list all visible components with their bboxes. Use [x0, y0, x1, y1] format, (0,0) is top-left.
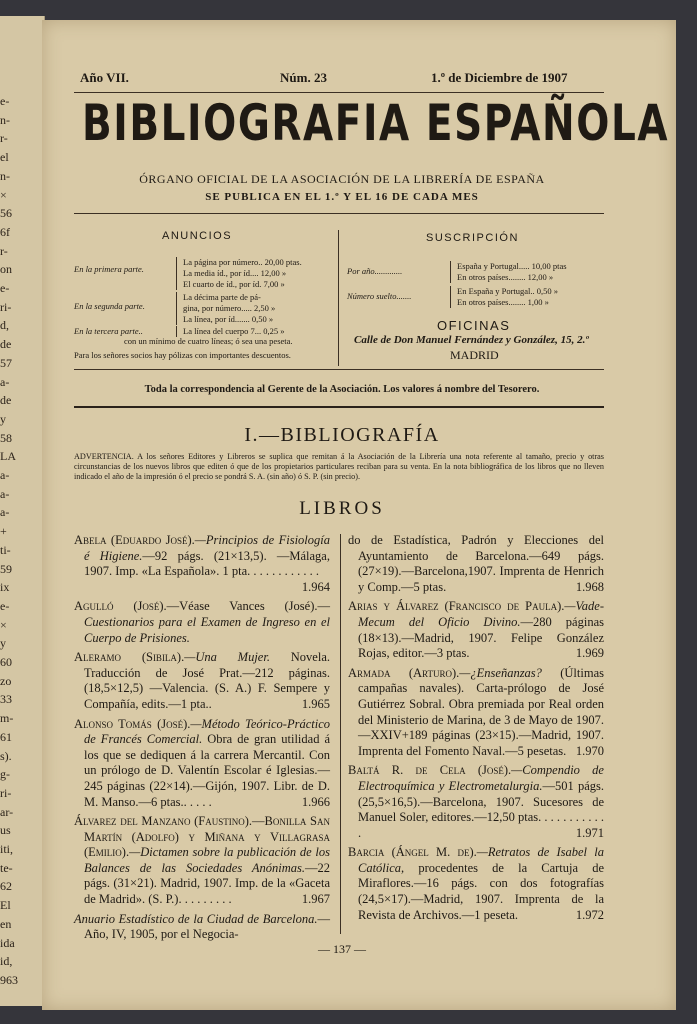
left-page-fragment: 59	[0, 561, 12, 576]
entry-author: Armada (Arturo).	[348, 665, 460, 680]
suscripcion-prices-2	[450, 286, 558, 308]
correspondence-note: Toda la correspondencia al Gerente de la Asociación. Los valores á nombre del Tesorero.	[144, 384, 540, 395]
anuncios-note: Para los señores socios hay pólizas con importantes descuentos.	[74, 350, 291, 360]
left-page-fragment: y	[0, 411, 6, 426]
left-page-fragment: ar-	[0, 804, 14, 819]
rule	[74, 369, 604, 370]
anuncios-line: La media íd., por íd.... 12,00 »	[183, 268, 287, 278]
subtitle-rule	[74, 213, 604, 214]
left-page-fragment: on	[0, 262, 12, 277]
entry-title: —¿Enseñanzas?	[459, 665, 542, 680]
left-page-fragment: m-	[0, 711, 14, 726]
entry-details: do de Estadística, Padrón y Elecciones del Ayuntamiento de Barcelona.—649 págs.(27×19).—Barcelona,1907. Imprenta de Henrich y Comp.—5 ptas.	[348, 533, 604, 594]
entry-number: 1.965	[301, 696, 330, 711]
left-page-fragment: de	[0, 393, 12, 408]
left-page-fragment: en	[0, 916, 12, 931]
left-page-fragment: ida	[0, 935, 15, 950]
entry-number: 1.967	[301, 892, 330, 907]
entry-details: —Véase Vances (José).—	[166, 599, 330, 614]
bibliography-entry	[348, 533, 604, 595]
left-page-fragment: ix	[0, 580, 10, 595]
page	[42, 20, 676, 1010]
bibliography-entry	[348, 763, 604, 841]
entry-author: Arias y Álvarez (Francisco de Paula).	[348, 599, 565, 614]
subtitle: ÓRGANO OFICIAL DE LA ASOCIACIÓN DE LA LIBRERÍA DE ESPAÑA	[139, 172, 545, 186]
left-page-fragment: ti-	[0, 542, 11, 557]
page-number: — 137 —	[318, 942, 366, 956]
anuncios-heading: ANUNCIOS	[162, 230, 233, 242]
left-page-fragment: te-	[0, 860, 13, 875]
anuncios-line: La décima parte de pá-	[183, 292, 261, 302]
double-rule	[74, 406, 604, 408]
bibliography-entry	[348, 666, 604, 760]
anuncios-line: El cuarto de íd., por íd. 7,00 »	[183, 279, 285, 289]
anuncios-label-3: En la tercera parte..	[74, 326, 143, 336]
entry-number: 1.964	[301, 579, 330, 594]
left-page-fragment: y	[0, 636, 6, 651]
anuncios-prices-1	[176, 257, 302, 290]
oficinas-city: MADRID	[450, 348, 499, 362]
left-page-fragment: d,	[0, 318, 9, 333]
entry-details: —Año, IV, 1905, por el Negocia-	[84, 911, 330, 942]
anuncios-line: La página por número.. 20,00 ptas.	[183, 257, 302, 267]
libros-heading: LIBROS	[299, 498, 385, 519]
entry-author: Agulló (José).	[74, 599, 167, 614]
bibliography-entry	[74, 814, 330, 908]
entry-author: Abela (Eduardo José).	[74, 533, 195, 547]
year: Año VII.	[80, 70, 129, 85]
anuncios-line: La línea, por íd....... 0,50 »	[183, 314, 274, 324]
left-page-fragment: 61	[0, 729, 12, 744]
left-page-fragment: e-	[0, 281, 10, 295]
suscripcion-line: En España y Portugal.. 0,50 »	[457, 286, 559, 296]
left-page-fragment: ×	[0, 187, 7, 202]
suscripcion-label-1: Por año.............	[347, 266, 403, 276]
entry-details: procedentes de la Cartuja de Miraflores.—16 págs. con dos fotografías (24,5×17).—Madrid, 1907. Imprenta de la Revista de Archivos.—1 peseta.	[358, 860, 604, 922]
entry-details: Novela. Traducción de José Prat.—212 páginas. (18,5×12,5) —Valencia. (S. A.) F. Sempere y Compañía, edits.—1 pta..	[84, 650, 330, 711]
entry-author: Álvarez del Manzano (Faustino).—Bonilla San Martín (Adolfo) y Miñana y Villagrasa (Emilio).	[74, 814, 330, 860]
left-page-fragment: el	[0, 150, 9, 165]
suscripcion-line: España y Portugal..... 10,00 ptas	[457, 261, 567, 271]
left-page-fragment: 57	[0, 355, 12, 370]
left-page-fragment: 963	[0, 972, 18, 987]
entry-title: —Retratos de Isabel la Católica,	[358, 845, 604, 875]
left-column	[74, 533, 330, 947]
left-page-fragment: e-	[0, 598, 10, 613]
left-page-fragment: a-	[0, 486, 10, 501]
entry-author: Baltá R. de Cela (José).	[348, 763, 512, 778]
suscripcion-heading: SUSCRIPCIÓN	[426, 232, 519, 244]
masthead-title: BIBLIOGRAFIA ESPAÑOLA	[82, 94, 670, 152]
column-divider	[338, 230, 339, 366]
left-page-fragment: r-	[0, 131, 8, 146]
left-page-fragment: LA	[0, 449, 16, 464]
left-page-fragment: 62	[0, 879, 12, 894]
left-page-fragment: 60	[0, 655, 12, 669]
header-rule	[74, 92, 604, 93]
entry-title: —Compendio de Electroquímica y Electrometalurgia.	[358, 763, 604, 793]
left-page-fragment: e-	[0, 94, 10, 108]
left-page-fragment: de	[0, 337, 12, 352]
left-page-fragment: a-	[0, 374, 10, 389]
left-page-fragment: ri-	[0, 299, 12, 314]
left-page-fragment: n-	[0, 112, 10, 127]
bibliography-entry	[74, 717, 330, 811]
left-page-fragment: a-	[0, 468, 10, 482]
entry-details: —92 págs. (21×13,5). —Málaga, 1907. Imp. «La Española». 1 pta. . . . . . . . . . . .	[84, 548, 330, 579]
left-page-fragment: +	[0, 524, 7, 539]
suscripcion-label-2: Número suelto.......	[347, 291, 412, 301]
left-page-fragment: us	[0, 823, 11, 838]
left-page-fragment: a-	[0, 505, 10, 520]
entry-title: —Principios de Fisiología é Higiene.	[84, 533, 330, 563]
bibliography-entry	[348, 599, 604, 661]
left-page-fragment: s).	[0, 748, 12, 763]
anuncios-label-2: En la segunda parte.	[74, 301, 145, 311]
entry-details: (Últimas campañas navales). Carta-prólogo de José Gutiérrez Sobral. Obra premiada por Real orden del Ministerio de Marina, de 3 de Mayo de 1907.—XXIV+189 páginas (23×15).—Madrid, 1907. Imprenta del Fomento Naval.—5 pesetas.	[358, 665, 604, 758]
anuncios-prices-2	[176, 292, 275, 325]
anuncios-prices-3: La línea del cuerpo 7... 0,25 »	[176, 326, 285, 337]
entry-author: Barcia (Ángel M. de).	[348, 845, 477, 860]
oficinas-address: Calle de Don Manuel Fernández y González, 15, 2.º	[354, 334, 589, 346]
entry-number: 1.969	[575, 646, 604, 661]
entry-author: Aleramo (Sibila).	[74, 650, 185, 665]
left-page-fragment: zo	[0, 673, 12, 688]
entry-details: —501 págs. (25,5×16,5).—Barcelona, 1907. Sucesores de Manuel Soler, editores.—12,50 ptas. . . . . . . . . . . .	[358, 778, 604, 840]
left-page-fragment: n-	[0, 168, 10, 183]
left-page-fragment: El	[0, 898, 11, 913]
entry-title: —Vade-Mecum del Oficio Divino.	[358, 599, 604, 629]
left-page-fragment: g-	[0, 767, 10, 782]
entry-details: —22 págs. (31×21). Madrid, 1907. Imp. de la «Gaceta de Madrid». (S. P.). . . . . . . . .	[84, 860, 330, 907]
bibliography-entry	[74, 533, 330, 595]
entry-title: Anuario Estadístico de la Ciudad de Barcelona.	[74, 911, 318, 926]
entry-number: 1.971	[575, 825, 604, 840]
column-divider-bottom	[340, 534, 341, 934]
left-page-fragment: id,	[0, 954, 13, 969]
oficinas-heading: OFICINAS	[437, 318, 511, 333]
left-page-fragment: iti,	[0, 842, 14, 856]
advertencia: ADVERTENCIA. A los señores Editores y Libreros se suplica que remitan á la Asociación de la Librería una nota referente al tamaño, precio y otras circunstancias de los nuevos libros que editen ó que de los propietarios particulares reciban para su venta. En la nota bibliográfica de los libros que no lleven indicado el año de la impresión ó el precio se pondrá S. A. (sin año) ó S. P. (sin precio).	[74, 452, 604, 481]
left-page-fragment: r-	[0, 243, 8, 258]
entry-title: —Dictamen sobre la publicación de los Balances de las Sociedades Anónimas.	[84, 845, 330, 875]
left-page-fragment: 6f	[0, 224, 10, 239]
left-page-fragment: ×	[0, 617, 7, 632]
bibliography-entry	[74, 599, 330, 646]
entry-number: 1.966	[301, 794, 330, 809]
entry-title: —Método Teórico-Práctico de Francés Comercial.	[84, 716, 330, 747]
entry-details: —280 páginas (18×13).—Madrid, 1907. Felipe González Rojas, editor.—3 ptas.	[358, 614, 604, 661]
issue-date: 1.º de Diciembre de 1907	[431, 70, 568, 85]
section-title: I.—BIBLIOGRAFÍA	[244, 424, 440, 446]
entry-number: 1.970	[575, 743, 604, 758]
entry-number: 1.972	[575, 907, 604, 922]
entry-reference-title: Cuestionarios para el Examen de Ingreso en el Cuerpo de Prisiones.	[84, 614, 330, 645]
entry-author: Alonso Tomás (José).	[74, 716, 191, 731]
entry-title: —Una Mujer.	[184, 650, 270, 665]
bibliography-entry	[348, 845, 604, 923]
left-page-edge	[0, 16, 45, 1006]
anuncios-label-1: En la primera parte.	[74, 264, 144, 274]
publication-frequency: SE PUBLICA EN EL 1.º Y EL 16 DE CADA MES	[205, 191, 479, 203]
bibliography-entry	[74, 650, 330, 712]
anuncios-minimum: con un mínimo de cuatro líneas; ó sea una peseta.	[124, 336, 293, 346]
suscripcion-line: En otros países........ 12,00 »	[457, 272, 554, 282]
bibliography-entry	[74, 912, 330, 943]
anuncios-line: gina, por número..... 2,50 »	[183, 303, 276, 313]
left-page-fragment: 56	[0, 206, 12, 221]
left-page-fragment: 58	[0, 430, 12, 445]
left-page-fragment: 33	[0, 692, 12, 707]
left-page-fragment: ri-	[0, 785, 12, 800]
suscripcion-line: En otros países........ 1,00 »	[457, 297, 549, 307]
issue-number: Núm. 23	[280, 70, 327, 85]
entry-number: 1.968	[575, 579, 604, 594]
suscripcion-prices-1	[450, 261, 567, 283]
entry-details: Obra de gran utilidad á los que se dediquen á la carrera Mercantil. Con un prólogo de D. Valentín Escolar é Iglesias.—245 páginas (22×14).—Gijón, 1907. Libr. de D. M. Manso.—6 ptas.. . . . .	[84, 732, 330, 809]
right-column	[348, 533, 604, 927]
